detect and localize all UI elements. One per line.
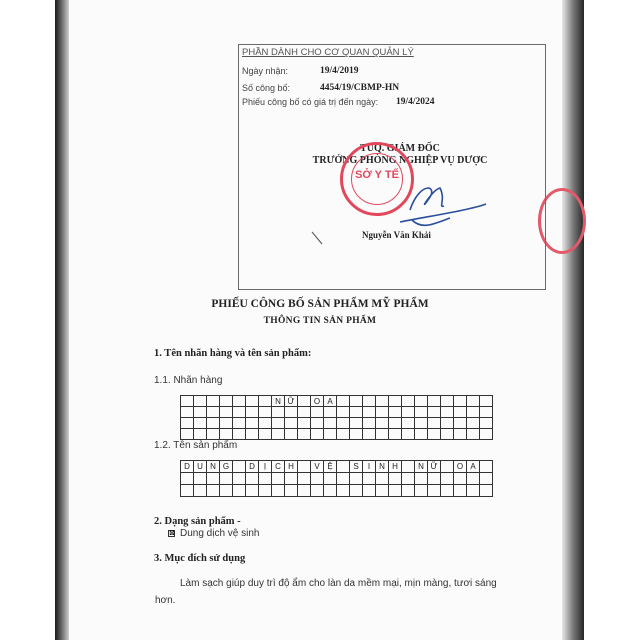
grid-cell [233,485,246,497]
grid-cell [363,407,376,418]
grid-cell [259,407,272,418]
received-date-value: 19/4/2019 [320,66,359,76]
grid-cell [480,407,493,418]
grid-cell [311,473,324,485]
grid-cell [272,418,285,429]
signer-title-2: TRƯỞNG PHÒNG NGHIỆP VỤ DƯỢC [312,155,488,166]
grid-cell [441,485,454,497]
grid-cell [389,429,402,440]
received-date-label: Ngày nhận: [242,66,289,76]
grid-cell [350,396,363,407]
grid-char-cell: C [272,461,285,473]
grid-cell [350,418,363,429]
grid-cell [233,418,246,429]
grid-cell [259,396,272,407]
grid-cell [350,473,363,485]
grid-cell [272,485,285,497]
grid-cell [233,429,246,440]
grid-char-cell: Ệ [324,461,337,473]
grid-cell [194,396,207,407]
product-label: 1.2. Tên sản phẩm [154,440,238,451]
grid-cell [389,473,402,485]
grid-char-cell: Ữ [428,461,441,473]
grid-char-cell [298,396,311,407]
grid-cell [272,407,285,418]
grid-cell [194,418,207,429]
grid-cell [207,418,220,429]
announcement-number-value: 4454/19/CBMP-HN [320,83,400,93]
grid-cell [324,418,337,429]
grid-char-cell: A [324,396,337,407]
grid-cell [298,418,311,429]
grid-cell [376,396,389,407]
grid-char-cell: N [376,461,389,473]
grid-cell [389,418,402,429]
grid-cell [259,473,272,485]
grid-cell [480,429,493,440]
grid-char-cell: O [311,396,324,407]
grid-cell [376,418,389,429]
checked-box-icon: ⊠ [169,529,175,537]
grid-cell [415,473,428,485]
grid-cell [246,396,259,407]
grid-cell [181,407,194,418]
grid-cell [337,485,350,497]
product-name-grid [180,460,493,497]
grid-cell [311,485,324,497]
grid-cell [259,485,272,497]
grid-cell [220,473,233,485]
grid-cell [272,429,285,440]
grid-cell [428,407,441,418]
section-3-heading: 3. Mục đích sử dụng [154,553,246,564]
grid-cell [324,407,337,418]
announcement-number-label: Số công bố: [242,83,291,93]
grid-cell [363,418,376,429]
grid-cell [415,396,428,407]
grid-cell [207,473,220,485]
grid-cell [285,418,298,429]
grid-cell [389,407,402,418]
grid-char-cell: A [467,461,480,473]
grid-cell [337,418,350,429]
grid-cell [376,473,389,485]
grid-cell [324,485,337,497]
grid-cell [285,407,298,418]
grid-cell [337,473,350,485]
grid-cell [194,485,207,497]
grid-cell [467,473,480,485]
grid-cell [233,396,246,407]
grid-cell [220,429,233,440]
grid-cell [311,407,324,418]
grid-cell [324,429,337,440]
grid-cell [246,473,259,485]
grid-cell [402,473,415,485]
grid-cell [480,461,493,473]
grid-cell [389,396,402,407]
grid-cell [441,473,454,485]
grid-cell [337,429,350,440]
grid-cell [415,418,428,429]
grid-cell [415,407,428,418]
grid-cell [454,473,467,485]
grid-cell [428,429,441,440]
grid-cell [363,429,376,440]
grid-cell [272,473,285,485]
grid-char-cell: N [207,461,220,473]
grid-cell [207,429,220,440]
section-1-heading: 1. Tên nhãn hàng và tên sản phẩm: [154,348,312,359]
grid-cell [194,429,207,440]
grid-cell [337,396,350,407]
grid-char-cell [298,461,311,473]
purpose-line-2: hơn. [155,595,176,606]
grid-cell [233,473,246,485]
grid-cell [402,429,415,440]
grid-cell [428,396,441,407]
grid-char-cell [402,461,415,473]
grid-char-cell: N [415,461,428,473]
grid-cell [298,485,311,497]
grid-cell [402,485,415,497]
grid-cell [428,418,441,429]
validity-label: Phiếu công bố có giá trị đến ngày: [242,97,379,107]
grid-char-cell: N [272,396,285,407]
grid-cell [441,407,454,418]
grid-char-cell: G [220,461,233,473]
grid-cell [467,418,480,429]
grid-char-cell: V [311,461,324,473]
grid-cell [181,485,194,497]
grid-cell [285,473,298,485]
grid-cell [194,473,207,485]
grid-char-cell: D [246,461,259,473]
grid-cell [376,429,389,440]
grid-cell [454,396,467,407]
grid-cell [220,396,233,407]
grid-cell [428,485,441,497]
grid-cell [350,485,363,497]
grid-cell [454,407,467,418]
grid-cell [233,407,246,418]
brand-name-grid [180,395,493,440]
grid-char-cell [337,461,350,473]
grid-cell [441,396,454,407]
grid-char-cell: O [454,461,467,473]
grid-cell [363,396,376,407]
grid-cell [181,473,194,485]
grid-char-cell: I [363,461,376,473]
grid-cell [454,418,467,429]
grid-cell [298,407,311,418]
grid-cell [311,429,324,440]
management-header: PHẦN DÀNH CHO CƠ QUAN QUẢN LÝ [242,47,414,58]
grid-cell [402,407,415,418]
grid-cell [376,485,389,497]
grid-cell [220,485,233,497]
grid-cell [311,418,324,429]
grid-cell [285,485,298,497]
grid-cell [246,429,259,440]
grid-char-cell: S [350,461,363,473]
grid-cell [441,429,454,440]
grid-cell [467,485,480,497]
signer-title-1: TUQ. GIÁM ĐỐC [360,143,440,154]
validity-value: 19/4/2024 [396,97,435,107]
grid-char-cell: Ị [259,461,272,473]
grid-cell [467,396,480,407]
grid-cell [480,473,493,485]
grid-cell [181,396,194,407]
document-subtitle: THÔNG TIN SẢN PHẨM [263,316,377,326]
grid-cell [207,396,220,407]
grid-cell [181,429,194,440]
grid-cell [298,429,311,440]
grid-cell [402,418,415,429]
grid-cell [376,407,389,418]
document-title: PHIẾU CÔNG BỐ SẢN PHẨM MỸ PHẨM [211,298,429,310]
brand-label: 1.1. Nhãn hàng [154,375,223,386]
grid-cell [285,429,298,440]
grid-cell [324,473,337,485]
grid-cell [207,485,220,497]
grid-char-cell: H [285,461,298,473]
grid-cell [363,485,376,497]
grid-cell [415,429,428,440]
product-form-option: Dung dịch vệ sinh [180,528,260,539]
grid-char-cell [233,461,246,473]
grid-cell [402,396,415,407]
grid-cell [350,407,363,418]
grid-cell [259,429,272,440]
grid-cell [454,485,467,497]
grid-cell [350,429,363,440]
grid-cell [363,473,376,485]
grid-char-cell: U [194,461,207,473]
grid-cell [207,407,220,418]
grid-cell [246,418,259,429]
grid-char-cell: Ữ [285,396,298,407]
grid-cell [220,418,233,429]
grid-cell [480,418,493,429]
grid-cell [467,429,480,440]
grid-cell [441,418,454,429]
grid-char-cell: D [181,461,194,473]
grid-char-cell [441,461,454,473]
purpose-line-1: Làm sạch giúp duy trì độ ẩm cho làn da mềm mại, mịn màng, tươi sáng [180,578,497,589]
stamp-text: SỞ Y TẾ [355,169,399,181]
grid-cell [259,418,272,429]
grid-cell [194,407,207,418]
grid-cell [181,418,194,429]
grid-cell [298,473,311,485]
section-2-heading: 2. Dạng sản phẩm - [154,516,241,527]
grid-cell [480,396,493,407]
grid-cell [454,429,467,440]
grid-cell [220,407,233,418]
grid-cell [246,407,259,418]
grid-cell [428,473,441,485]
signer-name: Nguyễn Văn Khải [362,230,431,240]
grid-cell [389,485,402,497]
grid-cell [246,485,259,497]
grid-cell [415,485,428,497]
grid-char-cell: H [389,461,402,473]
grid-cell [480,485,493,497]
grid-cell [467,407,480,418]
grid-cell [337,407,350,418]
